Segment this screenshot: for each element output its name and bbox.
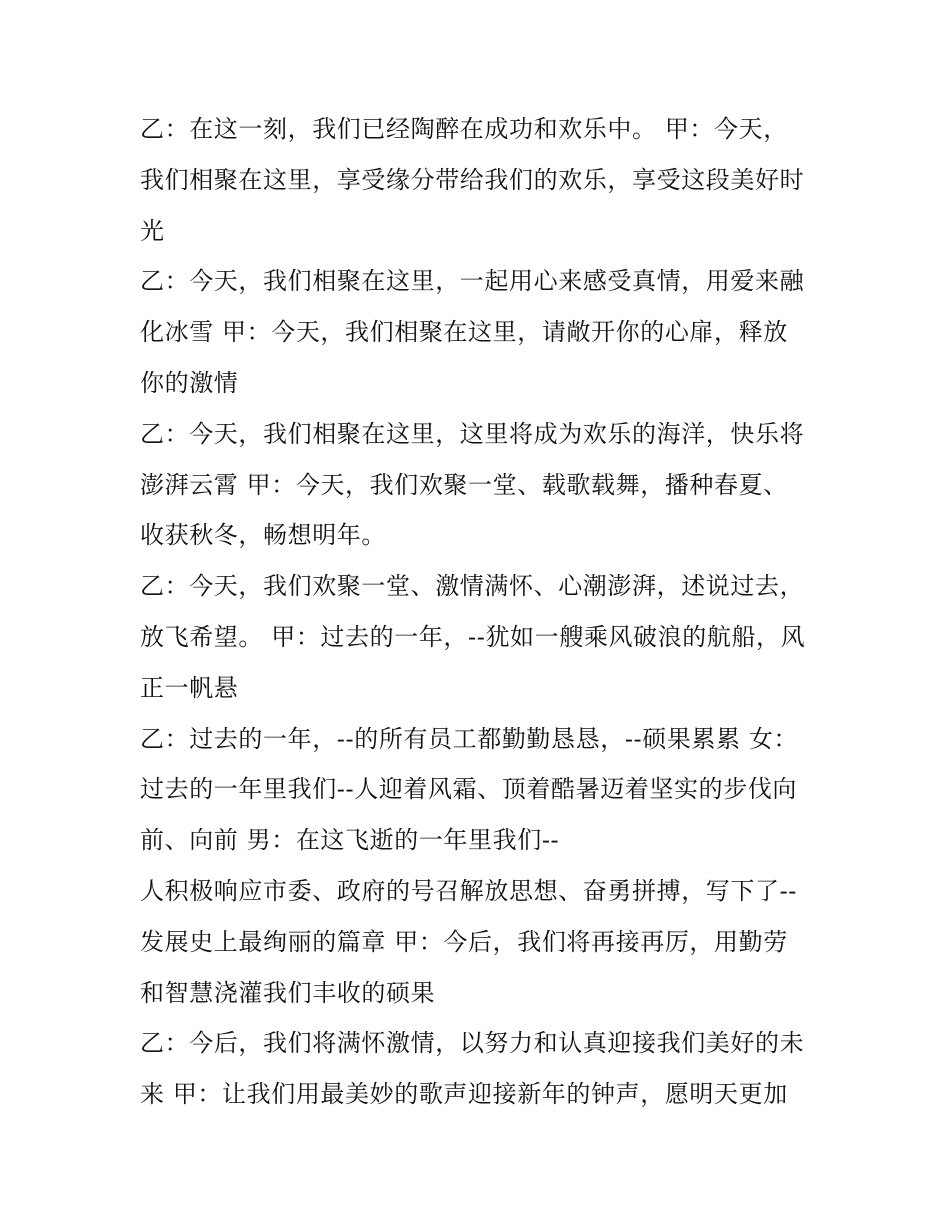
- text-line: 乙：过去的一年，--的所有员工都勤勤恳恳，--硕果累累 女：: [140, 724, 799, 753]
- text-line: 乙：在这一刻，我们已经陶醉在成功和欢乐中。 甲：今天，: [140, 115, 788, 143]
- text-line: 收获秋冬，畅想明年。: [140, 521, 386, 550]
- text-line: 放飞希望。 甲：过去的一年，--犹如一艘乘风破浪的航船，风: [140, 622, 806, 651]
- text-line: 过去的一年里我们--人迎着风霜、顶着酷暑迈着坚实的步伐向: [140, 775, 798, 804]
- text-line: 发展史上最绚丽的篇章 甲：今后，我们将再接再厉，用勤劳: [140, 927, 788, 956]
- text-line: 我们相聚在这里，享受缘分带给我们的欢乐，享受这段美好时: [140, 165, 805, 194]
- text-line: 化冰雪 甲：今天，我们相聚在这里，请敞开你的心扉，释放: [140, 318, 788, 347]
- text-line: 人积极响应市委、政府的号召解放思想、奋勇拼搏，写下了--: [140, 876, 798, 905]
- text-line: 乙：今天，我们相聚在这里，这里将成为欢乐的海洋，快乐将: [140, 419, 805, 448]
- document-body: [140, 104, 820, 1120]
- text-line: 和智慧浇灌我们丰收的硕果: [140, 978, 436, 1007]
- text-line: 乙：今天，我们相聚在这里，一起用心来感受真情，用爱来融: [140, 267, 805, 296]
- text-line: 澎湃云霄 甲：今天，我们欢聚一堂、载歌载舞，播种春夏、: [140, 470, 788, 499]
- text-line: 来 甲：让我们用最美妙的歌声迎接新年的钟声，愿明天更加: [140, 1080, 788, 1109]
- text-line: 光: [140, 216, 165, 245]
- text-line: 乙：今天，我们欢聚一堂、激情满怀、心潮澎湃，述说过去，: [140, 572, 805, 601]
- text-line: 正一帆悬: [140, 673, 239, 702]
- text-line: 乙：今后，我们将满怀激情，以努力和认真迎接我们美好的未: [140, 1029, 805, 1058]
- text-line: 你的激情: [140, 368, 239, 397]
- text-line: 前、向前 男：在这飞逝的一年里我们--: [140, 826, 560, 855]
